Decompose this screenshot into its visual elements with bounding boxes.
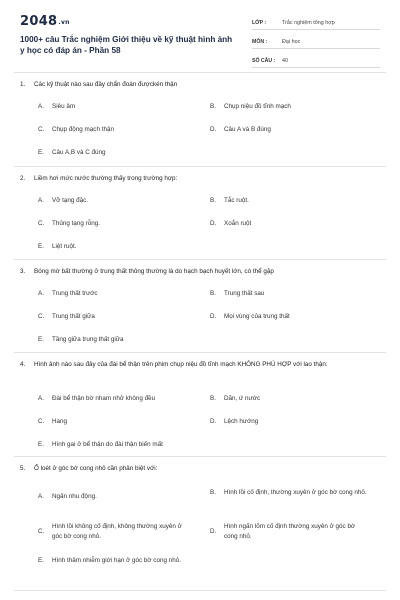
- option-letter: D.: [210, 313, 217, 320]
- option-letter: A.: [38, 290, 44, 297]
- option-text: Trung thất giữa: [52, 313, 95, 320]
- option-d[interactable]: [210, 125, 334, 135]
- question-1: [20, 80, 380, 170]
- option-letter: B.: [210, 395, 216, 402]
- option-a[interactable]: [38, 394, 202, 404]
- option-d[interactable]: [210, 219, 334, 229]
- question-number: 1.: [20, 81, 26, 88]
- divider: [14, 352, 386, 353]
- option-text: Chụp niệu đồ tĩnh mạch: [224, 103, 291, 110]
- option-letter: B.: [210, 197, 216, 204]
- option-c[interactable]: [38, 522, 192, 541]
- site-logo[interactable]: [20, 14, 70, 29]
- option-letter: A.: [38, 493, 44, 500]
- option-b[interactable]: [210, 102, 334, 112]
- logo-main-text: 2048: [20, 14, 58, 29]
- option-d[interactable]: [210, 522, 369, 541]
- question-text: Các kỹ thuật nào sau đây chẩn đoán đượckén thận: [34, 81, 178, 88]
- option-letter: E.: [38, 243, 44, 250]
- option-b[interactable]: [210, 394, 334, 404]
- option-text: Trung thất trước: [52, 290, 98, 297]
- option-text: Lệch hướng: [224, 418, 259, 425]
- option-b[interactable]: [210, 196, 334, 206]
- document-meta: [252, 14, 380, 71]
- option-text: Siêu âm: [52, 103, 76, 110]
- option-letter: E.: [38, 149, 44, 156]
- option-letter: E.: [38, 441, 44, 448]
- question-5: [20, 464, 380, 589]
- question-number: 2.: [20, 175, 26, 182]
- option-text: Hình gai ở bể thận do đài thận biến mất: [52, 441, 163, 448]
- question-text: Ổ loét ở góc bờ cong nhỏ cần phân biệt với:: [34, 465, 158, 472]
- meta-row-class: [252, 14, 380, 30]
- option-d[interactable]: [210, 312, 334, 322]
- option-text: Chụp động mạch thận: [52, 126, 114, 133]
- question-2: [20, 174, 380, 264]
- option-c[interactable]: [38, 125, 162, 135]
- question-number: 3.: [20, 268, 26, 275]
- question-text: Liềm hơi mức nước thường thấy trong trường hợp:: [34, 175, 178, 182]
- option-c[interactable]: [38, 417, 162, 427]
- option-e[interactable]: [38, 556, 197, 566]
- option-text: Hình thâm nhiễm giới hạn ở góc bờ cong nhỏ.: [52, 557, 181, 564]
- question-text: Hình ảnh nào sau đây của đài bể thận trên phim chụp niệu đồ tĩnh mạch KHÔNG PHÙ HỢP với lao thận:: [34, 361, 328, 368]
- option-text: Mọi vùng của trung thất: [224, 313, 290, 320]
- option-letter: C.: [38, 527, 45, 535]
- option-letter: C.: [38, 126, 45, 133]
- option-text: Câu A và B đúng: [224, 126, 271, 133]
- question-text: Bóng mờ bất thường ở trung thất thông thường là do hạch bạch huyết lớn, có thể gặp: [34, 268, 274, 275]
- option-letter: D.: [210, 527, 217, 535]
- option-text: Hang: [52, 418, 68, 425]
- option-text: Liệt ruột.: [52, 243, 77, 250]
- question-stem: [20, 464, 380, 474]
- option-letter: B.: [210, 290, 216, 297]
- option-text: Câu A,B và C đúng: [52, 149, 106, 156]
- option-text: Thủng tạng rỗng.: [52, 220, 100, 227]
- meta-value: Trắc nghiệm tổng hợp: [282, 20, 335, 26]
- document-title: 1000+ câu Trắc nghiệm Giới thiệu về kỹ thuật hình ảnh y học có đáp án - Phần 58: [20, 35, 233, 55]
- option-letter: A.: [38, 395, 44, 402]
- option-e[interactable]: [38, 148, 162, 158]
- page-header: [0, 0, 400, 72]
- option-a[interactable]: [38, 102, 162, 112]
- option-letter: E.: [38, 557, 44, 564]
- option-letter: B.: [210, 489, 216, 496]
- option-letter: E.: [38, 336, 44, 343]
- option-text: Hình lồi cố định, thường xuyên ở góc bờ cong nhỏ.: [224, 489, 367, 496]
- option-c[interactable]: [38, 312, 162, 322]
- option-a[interactable]: [38, 289, 162, 299]
- question-stem: [20, 360, 380, 370]
- meta-row-subject: [252, 33, 380, 49]
- option-d[interactable]: [210, 417, 334, 427]
- question-number: 5.: [20, 465, 26, 472]
- option-c[interactable]: [38, 219, 162, 229]
- option-text: Vỡ tạng đặc.: [52, 197, 88, 204]
- option-b[interactable]: [210, 289, 334, 299]
- option-text: Hình ngấn lõm cố định thường xuyên ở góc bờ cong nhỏ.: [224, 523, 356, 540]
- option-letter: A.: [38, 103, 44, 110]
- option-letter: C.: [38, 220, 45, 227]
- option-letter: A.: [38, 197, 44, 204]
- option-b[interactable]: [210, 488, 369, 498]
- option-text: Ngấn nhu động.: [52, 493, 97, 500]
- question-stem: [20, 174, 380, 184]
- question-stem: [20, 80, 380, 90]
- divider: [14, 456, 386, 457]
- question-stem: [20, 267, 380, 277]
- meta-value: Đại học: [282, 39, 301, 45]
- meta-value: 40: [282, 58, 288, 64]
- option-letter: C.: [38, 313, 45, 320]
- divider: [14, 590, 386, 591]
- meta-label: SỐ CÂU :: [252, 58, 276, 64]
- option-e[interactable]: [38, 440, 222, 450]
- question-3: [20, 267, 380, 357]
- option-text: Hình lồi không cố định, không thường xuyên ở góc bờ cong nhỏ.: [52, 523, 182, 540]
- option-letter: C.: [38, 418, 45, 425]
- question-4: [20, 360, 380, 460]
- option-e[interactable]: [38, 242, 162, 252]
- option-a[interactable]: [38, 492, 162, 502]
- option-text: Tắc ruột.: [224, 197, 249, 204]
- option-text: Dãn, ứ nước: [224, 395, 261, 402]
- option-text: Tầng giữa trung thất giữa: [52, 336, 124, 343]
- option-letter: D.: [210, 126, 217, 133]
- option-letter: D.: [210, 220, 217, 227]
- divider: [14, 259, 386, 260]
- meta-label: LỚP :: [252, 20, 267, 26]
- meta-label: MÔN :: [252, 39, 268, 45]
- logo-domain-text: .vn: [58, 19, 70, 26]
- option-letter: D.: [210, 418, 217, 425]
- question-number: 4.: [20, 361, 26, 368]
- option-letter: B.: [210, 103, 216, 110]
- divider: [14, 166, 386, 167]
- meta-row-question-count: [252, 52, 380, 68]
- option-a[interactable]: [38, 196, 162, 206]
- option-e[interactable]: [38, 335, 162, 345]
- option-text: Xoắn ruột: [224, 220, 252, 227]
- option-text: Đài bể thận bờ nham nhở không đều: [52, 395, 156, 402]
- divider: [14, 72, 386, 73]
- option-text: Trung thất sau: [224, 290, 265, 297]
